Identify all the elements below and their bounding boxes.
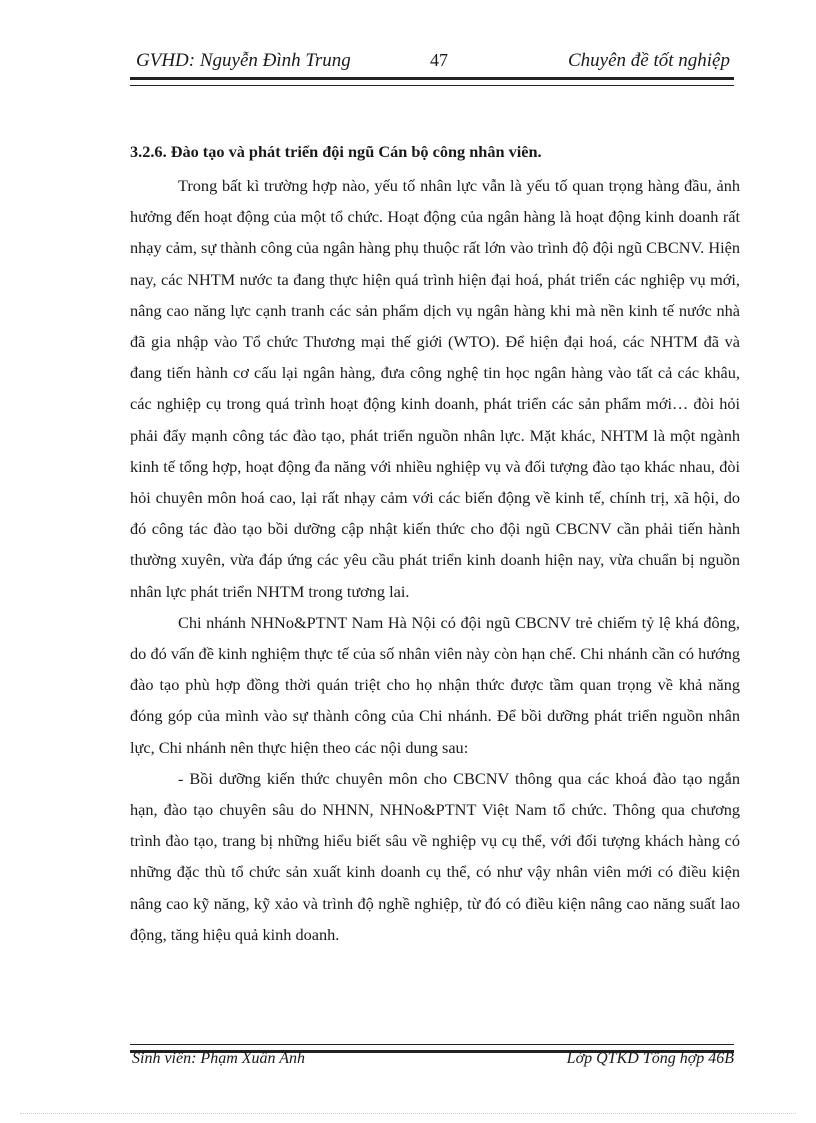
page-header xyxy=(130,50,734,76)
page-number: 47 xyxy=(430,50,448,70)
footer-class: Lớp QTKD Tổng hợp 46B xyxy=(566,1050,734,1067)
header-divider xyxy=(130,77,734,86)
header-document-type: Chuyên đề tốt nghiệp xyxy=(568,50,730,71)
paragraph: - Bồi dưỡng kiến thức chuyên môn cho CBCNV thông qua các khoá đào tạo ngắn hạn, đào tạo chuyên sâu do NHNN, NHNo&PTNT Việt Nam tổ chức. Thông qua chương trình đào tạo, trang bị những hiểu biết sâu về nghiệp vụ cụ thể, với đối tượng khách hàng có những đặc thù tổ chức sản xuất kinh doanh cụ thể, có như vậy nhân viên mới có điều kiện nâng cao kỹ năng, kỹ xảo và trình độ nghề nghiệp, từ đó có điều kiện nâng cao năng suất lao động, tăng hiệu quả kinh doanh. xyxy=(130,768,740,944)
paragraph: Chi nhánh NHNo&PTNT Nam Hà Nội có đội ngũ CBCNV trẻ chiếm tỷ lệ khá đông, do đó vấn đề kinh nghiệm thực tế của số nhân viên này còn hạn chế. Chi nhánh cần có hướng đào tạo phù hợp đồng thời quán triệt cho họ nhận thức được tầm quan trọng về khả năng đóng góp của mình vào sự thành công của Chi nhánh. Để bồi dưỡng phát triển nguồn nhân lực, Chi nhánh nên thực hiện theo các nội dung sau: xyxy=(130,612,740,757)
section-heading: 3.2.6. Đào tạo và phát triển đội ngũ Cán bộ công nhân viên. xyxy=(130,142,542,161)
page-edge xyxy=(20,1113,796,1114)
document-body xyxy=(130,138,740,950)
paragraph: Trong bất kì trường hợp nào, yếu tố nhân lực vẫn là yếu tố quan trọng hàng đầu, ảnh hưởng đến hoạt động của một tổ chức. Hoạt động của ngân hàng là hoạt động kinh doanh rất nhạy cảm, sự thành công của ngân hàng phụ thuộc rất lớn vào trình độ đội ngũ CBCNV. Hiện nay, các NHTM nước ta đang thực hiện quá trình hiện đại hoá, phát triển các nghiệp vụ mới, nâng cao năng lực cạnh tranh các sản phẩm dịch vụ ngân hàng khi mà nền kinh tế nước nhà đã gia nhập vào Tổ chức Thương mại thế giới (WTO). Để hiện đại hoá, các NHTM đã và đang tiến hành cơ cấu lại ngân hàng, đưa công nghệ tin học ngân hàng vào tất cả các khâu, các nghiệp cụ trong quá trình hoạt động kinh doanh, phát triển các sản phẩm mới… đòi hỏi phải đẩy mạnh công tác đào tạo, phát triển nguồn nhân lực. Mặt khác, NHTM là một ngành kinh tế tổng hợp, hoạt động đa năng với nhiều nghiệp vụ và đối tượng đào tạo khác nhau, đòi hỏi chuyên môn hoá cao, lại rất nhạy cảm với các biến động về kinh tế, chính trị, xã hội, do đó công tác đào tạo bồi dưỡng cập nhật kiến thức cho đội ngũ CBCNV cần phải tiến hành thường xuyên, vừa đáp ứng các yêu cầu phát triển kinh doanh hiện nay, vừa chuẩn bị nguồn nhân lực phát triển NHTM trong tương lai. xyxy=(130,176,740,601)
footer-student: Sinh viên: Phạm Xuân Anh xyxy=(132,1050,306,1067)
page-footer xyxy=(130,1050,734,1074)
header-advisor: GVHD: Nguyễn Đình Trung xyxy=(136,50,351,71)
